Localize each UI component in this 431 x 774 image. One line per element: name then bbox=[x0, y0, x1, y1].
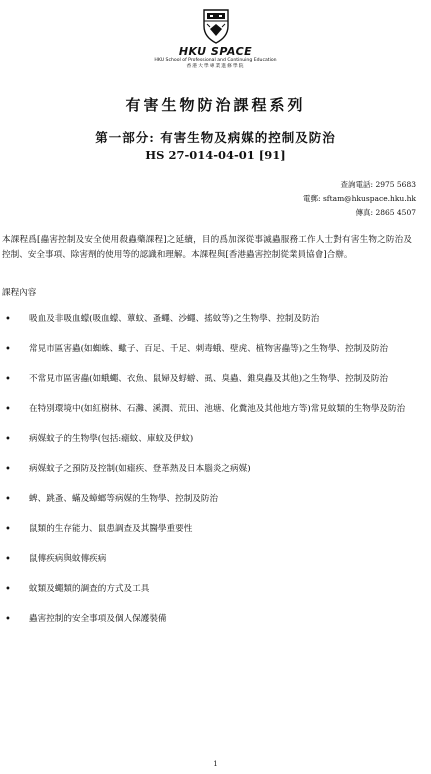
list-item: • 不常見市區害蟲(如蛾蠅、衣魚、鼠婦及蜉蝣、虱、臭蟲、錐臭蟲及其他)之生物學、控制及防治 bbox=[0, 372, 414, 387]
contact-email: 電郵: sftam@hkuspace.hku.hk bbox=[303, 194, 416, 203]
section-heading: 課程內容 bbox=[2, 288, 37, 298]
list-item: • 病媒蚊子的生物學(包括:瘧蚊、庫蚊及伊蚊) bbox=[0, 432, 414, 447]
list-item: • 鼠傳疾病與蚊傳疾病 bbox=[0, 552, 414, 567]
university-crest-icon bbox=[201, 8, 231, 44]
intro-paragraph: 本課程爲[蟲害控制及安全使用殺蟲藥課程]之延續，目的爲加深從事滅蟲服務工作人士對有害生物之防治及控制、安全事項、除害劑的使用等的認識和理解。本課程與[香港蟲害控制從業員協會]合辦。 bbox=[2, 235, 412, 260]
list-item: • 病媒蚊子之預防及控制(如瘧疾、登革熱及日本腦炎之病媒) bbox=[0, 462, 414, 477]
list-item: • 在特別環境中(如紅樹林、石灘、溪澗、荒田、池塘、化糞池及其他地方等)常見蚊類的生物學及防治 bbox=[0, 402, 414, 417]
contact-fax: 傳真: 2865 4507 bbox=[355, 208, 416, 217]
list-item: • 吸血及非吸血蠓(吸血蠓、蕈蚊、蚤蠅、沙蠅、搖蚊等)之生物學、控制及防治 bbox=[0, 312, 414, 327]
document-subtitle: 第一部分: 有害生物及病媒的控制及防治 bbox=[95, 130, 336, 145]
course-code: HS 27-014-04-01 [91] bbox=[145, 148, 286, 162]
list-item: • 蟲害控制的安全事項及個人保護裝備 bbox=[0, 612, 414, 627]
logo-english-subtitle: HKU School of Professional and Continuing Education bbox=[154, 58, 277, 63]
header-logo-block bbox=[0, 8, 431, 70]
list-item: • 常見市區害蟲(如蜘蛛、蠍子、百足、千足、刺毒蛾、壁虎、植物害蟲等)之生物學、控制及防治 bbox=[0, 342, 414, 357]
page-number: 1 bbox=[213, 760, 218, 768]
course-content-list bbox=[0, 312, 431, 642]
list-item: • 鼠類的生存能力、鼠患調查及其醫學重要性 bbox=[0, 522, 414, 537]
document-title: 有害生物防治課程系列 bbox=[125, 96, 306, 114]
contact-phone: 查詢電話: 2975 5683 bbox=[340, 180, 416, 189]
logo-wordmark: HKU SPACE bbox=[178, 45, 253, 58]
list-item: • 蜱、跳蚤、蟎及蟑螂等病媒的生物學、控制及防治 bbox=[0, 492, 414, 507]
contact-block bbox=[303, 178, 416, 220]
logo-chinese-subtitle: 香港大學專業進修學院 bbox=[186, 64, 245, 69]
list-item: • 蚊類及蠅類的調查的方式及工具 bbox=[0, 582, 414, 597]
